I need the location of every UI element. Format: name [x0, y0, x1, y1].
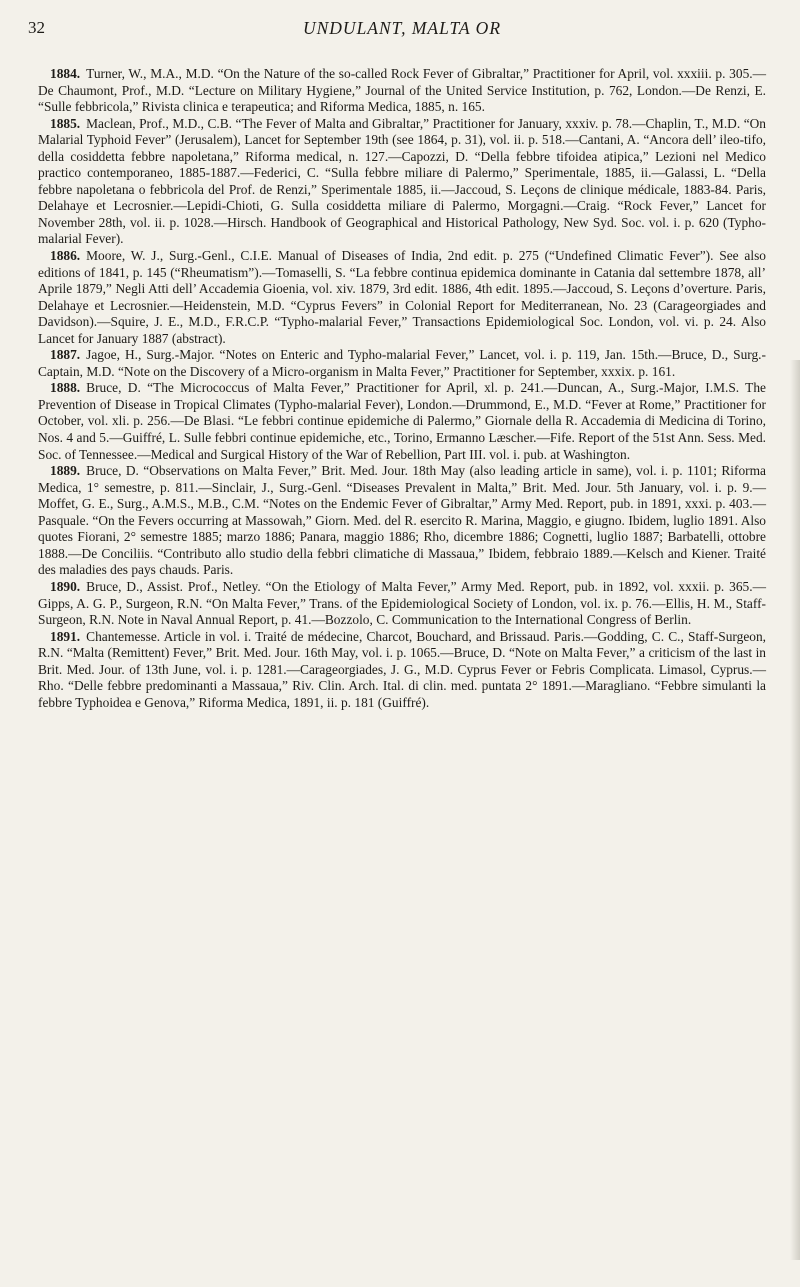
- entry-year: 1886.: [50, 248, 81, 264]
- bibliography-entry-1887: [38, 347, 766, 380]
- entry-text: Bruce, D., Assist. Prof., Netley. “On the Etiology of Malta Fever,” Army Med. Report, pub. in 1892, vol. xxxii. p. 365.—Gipps, A. G. P., Surgeon, R.N. “On Malta Fever,” Trans. of the Epidemiological Society of London, vol. ix. p. 76.—Ellis, H. M., Staff-Surgeon, R.N. Note in Naval Annual Report, p. 41.—Bozzolo, C. Communication to the International Congress of Berlin.: [38, 578, 766, 628]
- bibliography-entry-1885: [38, 116, 766, 248]
- page-header: [28, 18, 766, 48]
- bibliography-body: [38, 66, 766, 711]
- running-head: UNDULANT, MALTA OR: [302, 18, 502, 38]
- entry-text: Chantemesse. Article in vol. i. Traité de médecine, Charcot, Bouchard, and Brissaud. Paris.—Godding, C. C., Staff-Surgeon, R.N. “Malta (Remittent) Fever,” Brit. Med. Jour. 16th May, vol. i. p. 1065.—Bruce, D. “Note on Malta Fever,” a criticism of the last in Brit. Med. Jour. of 13th June, vol. i. p. 1281.—Carageorgiades, J. G., M.D. Cyprus Fever or Febris Complicata. Limasol, Cyprus.—Rho. “Delle febbre predominanti a Massaua,” Riv. Clin. Arch. Ital. di clin. med. puntata 2° 1891.—Maragliano. “Febbre simulanti la febbre Typhoidea e Genova,” Riforma Medica, 1891, ii. p. 181 (Guiffré).: [38, 628, 766, 710]
- entry-text: Maclean, Prof., M.D., C.B. “The Fever of Malta and Gibraltar,” Practitioner for January, xxxiv. p. 78.—Chaplin, T., M.D. “On Malarial Typhoid Fever” (Jerusalem), Lancet for September 19th (see 1864, p. 31), vol. ii. p. 518.—Cantani, A. “Ancora dell’ ileo-tifo, della cosiddetta febbre napoletana,” Riforma medical, n. 127.—Capozzi, D. “Della febbre tifoidea atipica,” Lezioni nel Medico practico contemporaneo, 1885-1887.—Federici, C. “Sulla febbre miliare di Palermo,” Sperimentale, 1885, ii.—Galassi, L. “Della febbre napoletana o febbricola del Prof. de Renzi,” Sperimentale 1885, ii.—Jaccoud, S. Leçons de clinique médicale, 1883-84. Paris, Delahaye et Lecrosnier.—Lepidi-Chioti, G. Sulla cosiddetta miliare di Palermo, Morgagni.—Craig. “Rock Fever,” Lancet for November 28th, vol. ii. p. 1028.—Hirsch. Handbook of Geographical and Historical Pathology, New Syd. Soc. vol. i. p. 620 (Typho-malarial Fever).: [38, 115, 766, 247]
- entry-year: 1885.: [50, 115, 81, 131]
- entry-text: Jagoe, H., Surg.-Major. “Notes on Enteric and Typho-malarial Fever,” Lancet, vol. i. p. 119, Jan. 15th.—Bruce, D., Surg.-Captain, M.D. “Note on the Discovery of a Micro-organism in Malta Fever,” Practitioner for September, xxxix. p. 161.: [38, 347, 766, 379]
- entry-text: Turner, W., M.A., M.D. “On the Nature of the so-called Rock Fever of Gibraltar,” Practitioner for April, vol. xxxiii. p. 305.—De Chaumont, Prof., M.D. “Lecture on Military Hygiene,” Journal of the United Service Institution, p. 762, London.—De Renzi, E. “Sulle febbricola,” Rivista clinica e terapeutica; and Riforma Medica, 1885, n. 165.: [38, 66, 766, 115]
- bibliography-entry-1889: [38, 463, 766, 579]
- page-edge-shadow: [790, 360, 800, 1260]
- book-page: [28, 18, 766, 1273]
- entry-year: 1891.: [50, 628, 81, 644]
- entry-year: 1888.: [50, 380, 81, 396]
- bibliography-entry-1888: [38, 380, 766, 463]
- page-number: 32: [28, 18, 45, 37]
- bibliography-entry-1884: [38, 66, 766, 116]
- entry-year: 1889.: [50, 463, 81, 479]
- entry-text: Bruce, D. “The Micrococcus of Malta Fever,” Practitioner for April, xl. p. 241.—Duncan, A., Surg.-Major, I.M.S. The Prevention of Disease in Tropical Climates (Typho-malarial Fever), London.—Drummond, E., M.D. “Fever at Rome,” Practitioner for October, vol. xli. p. 256.—De Blasi. “Le febbri continue epidemiche di Palermo,” Giornale della R. Accademia di Medicina di Torino, Nos. 4 and 5.—Guiffré, L. Sulle febbri continue epidemiche, etc., Torino, Ermanno Læscher.—Fife. Report of the 51st Ann. Sess. Med. Soc. of Tennessee.—Medical and Surgical History of the War of Rebellion, Part III. vol. i. pub. at Washington.: [38, 380, 766, 462]
- entry-text: Moore, W. J., Surg.-Genl., C.I.E. Manual of Diseases of India, 2nd edit. p. 275 (“Undefined Climatic Fever”). See also editions of 1841, p. 145 (“Rheumatism”).—Tomaselli, S. “La febbre continua epidemica dominante in Catania dal settembre 1878, all’ Aprile 1879,” Negli Atti dell’ Accademia Gioenia, vol. xiv. 1879, 3rd edit. 1886, 4th edit. 1895.—Jaccoud, S. Leçons d’overture. Paris, Delahaye et Lecrosnier.—Heidenstein, M.D. “Cyprus Fevers” in Colonial Report for Mediterranean, No. 23 (Carageorgiades and Davidson).—Squire, J. E., M.D., F.R.C.P. “Typho-malarial Fever,” Transactions Epidemiological Soc. London, vol. vi. p. 24. Also Lancet for January 1887 (abstract).: [38, 248, 766, 346]
- bibliography-entry-1890: [38, 579, 766, 629]
- entry-year: 1884.: [50, 66, 81, 81]
- entry-year: 1887.: [50, 347, 81, 363]
- bibliography-entry-1891: [38, 629, 766, 712]
- entry-text: Bruce, D. “Observations on Malta Fever,” Brit. Med. Jour. 18th May (also leading article in same), vol. i. p. 1101; Riforma Medica, 1° semestre, p. 811.—Sinclair, J., Surg.-Genl. “Diseases Prevalent in Malta,” Brit. Med. Jour. 5th January, vol. i. p. 9.—Moffet, G. E., Surg., A.M.S., M.B., C.M. “Notes on the Endemic Fever of Gibraltar,” Army Med. Report, pub. in 1891, xxxi. p. 403.—Pasquale. “On the Fevers occurring at Massowah,” Giorn. Med. del R. esercito R. Marina, Maggio, e giugno. Ibidem, luglio 1891. Also quotes Fiorani, 2° semestre 1885; marzo 1886; Panara, maggio 1886; Rho, dicembre 1886; Cognetti, luglio 1887; Barbatelli, ottobre 1888.—De Conciliis. “Contributo allo studio della febbri climatiche di Massaua,” Ibidem, febbraio 1889.—Kelsch and Kiener. Traité des maladies des pays chauds. Paris.: [38, 463, 766, 578]
- bibliography-entry-1886: [38, 248, 766, 347]
- entry-year: 1890.: [50, 578, 81, 594]
